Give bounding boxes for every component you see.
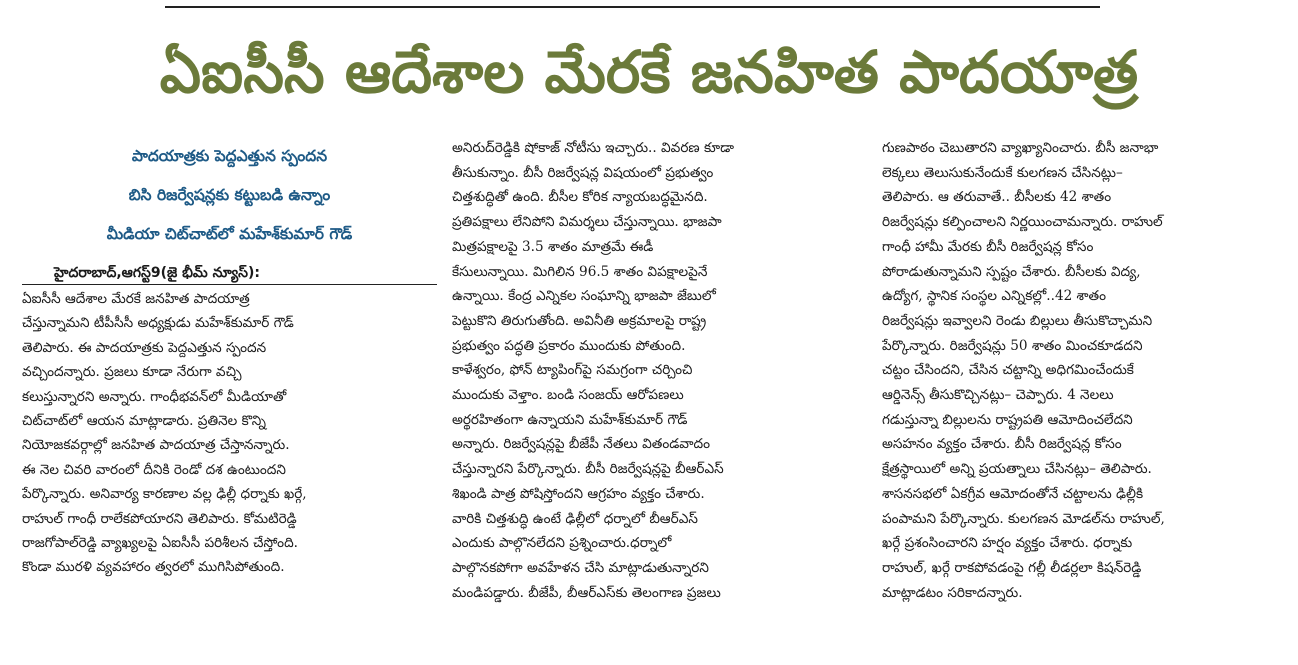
- body-text-line: చేస్తున్నారని పేర్కొన్నారు. బీసీ రిజర్వేషన్లపై బీఆర్ఎస్: [452, 461, 724, 478]
- body-text-line: రిజర్వేషన్లు కల్పించాలని నిర్ణయించామన్నారు. రాహుల్: [882, 214, 1163, 231]
- body-text-line: అర్థరహితంగా ఉన్నాయని మహేశ్‌కుమార్ గౌడ్: [452, 411, 688, 428]
- body-text-line: అసహనం వ్యక్తం చేశారు. బీసీ రిజర్వేషన్ల కోసం: [882, 436, 1122, 453]
- body-text-line: కలుస్తున్నారని అన్నారు. గాంధీభవన్‌లో మీడియాతో: [22, 388, 287, 405]
- body-text-line: కాళేశ్వరం, ఫోన్ ట్యాపింగ్‌పై సమగ్రంగా చర్చించి: [452, 362, 693, 379]
- body-text-line: వచ్చిందన్నారు. ప్రజలు కూడా నేరుగా వచ్చి: [22, 364, 242, 381]
- body-text-line: మిత్రపక్షాలపై 3.5 శాతం మాత్రమే ఈడీ: [452, 238, 654, 255]
- body-text-line: అన్నారు. రిజర్వేషన్లపై బీజేపీ నేతలు వితండవాదం: [452, 436, 710, 453]
- body-text-line: ఆర్డినెన్స్ తీసుకొచ్చినట్లు– చెప్పారు. 4 నెలలు: [882, 387, 1114, 404]
- body-text-line: వారికి చిత్తశుద్ధి ఉంటే ఢిల్లీలో ధర్నాలో బీఆర్ఎస్: [452, 510, 698, 527]
- column-1: [22, 136, 437, 656]
- column-1-body: [22, 287, 437, 580]
- body-text-line: గాంధీ హామీ మేరకు బీసీ రిజర్వేషన్ల కోసం: [882, 238, 1094, 255]
- body-text-line: చిత్తశుద్ధితో ఉంది. బీసీల కోరిక న్యాయబద్ధమైనది.: [452, 189, 708, 206]
- body-text-line: తెలిపారు. ఆ తరువాతే.. బీసీలకు 42 శాతం: [882, 189, 1112, 206]
- body-text-line: రిజర్వేషన్లు ఇవ్వాలని రెండు బిల్లులు తీసుకొచ్చామని: [882, 312, 1153, 329]
- column-2: [452, 136, 870, 656]
- body-text-line: నియోజకవర్గాల్లో జనహిత పాదయాత్ర చేస్తానన్నారు.: [22, 437, 290, 454]
- body-text-line: గడుస్తున్నా బిల్లులను రాష్ట్రపతి ఆమోదించలేదని: [882, 411, 1133, 428]
- dateline: హైదరాబాద్,ఆగస్ట్9(జై భీమ్ న్యూస్):: [22, 262, 437, 285]
- body-text-line: పెట్టుకొని తిరుగుతోంది. అవినీతి అక్రమాలపై రాష్ట్ర: [452, 312, 707, 329]
- body-text-line: మండిపడ్డారు. బీజేపీ, బీఆర్ఎస్‌కు తెలంగాణ ప్రజలు: [452, 584, 721, 601]
- body-text-line: రాజగోపాల్‌రెడ్డి వ్యాఖ్యలపై ఏఐసీసీ పరిశీలన చేస్తోంది.: [22, 535, 298, 552]
- body-text-line: గుణపాఠం చెబుతారని వ్యాఖ్యానించారు. బీసీ జనాభా: [882, 140, 1159, 156]
- body-text-line: ఈ నెల చివరి వారంలో దీనికి రెండో దశ ఉంటుందని: [22, 461, 286, 478]
- body-text-line: ఎందుకు పాల్గొనలేదని ప్రశ్నించారు.ధర్నాలో: [452, 535, 672, 552]
- body-text-line: ముందుకు వెళ్తాం. బండి సంజయ్ ఆరోపణలు: [452, 387, 684, 404]
- body-text-line: పంపామని పేర్కొన్నారు. కులగణన మోడల్‌ను రాహుల్,: [882, 510, 1165, 527]
- body-text-line: రాహుల్, ఖర్గే రాకపోవడంపై గల్లీ లీడర్లలా కిషన్‌రెడ్డి: [882, 559, 1142, 576]
- body-text-line: రాహుల్ గాంధీ రాలేకపోయారని తెలిపారు. కోమటిరెడ్డి: [22, 510, 297, 527]
- body-text-line: పోరాడుతున్నామని స్పష్టం చేశారు. బీసీలకు విద్య,: [882, 263, 1141, 280]
- body-text-line: పేర్కొన్నారు. రిజర్వేషన్లు 50 శాతం మించకూడదని: [882, 337, 1143, 354]
- top-rule: [165, 6, 1100, 8]
- body-text-line: పేర్కొన్నారు. అనివార్య కారణాల వల్ల ఢిల్లీ ధర్నాకు ఖర్గే,: [22, 486, 307, 503]
- body-text-line: తీసుకున్నాం. బీసీ రిజర్వేషన్ల విషయంలో ప్రభుత్వం: [452, 164, 714, 181]
- body-text-line: శిఖండి పాత్ర పోషిస్తోందని ఆగ్రహం వ్యక్తం చేశారు.: [452, 485, 705, 502]
- body-text-line: ప్రభుత్వం పద్ధతి ప్రకారం ముందుకు పోతుంది.: [452, 337, 686, 354]
- body-text-line: కొండా మురళి వ్యవహారం త్వరలో ముగిసిపోతుంది.: [22, 559, 285, 576]
- body-text-line: మాట్లాడటం సరికాదన్నారు.: [882, 584, 1023, 601]
- column-3: [882, 136, 1278, 656]
- body-text-line: చట్టం చేసిందని, చేసిన చట్టాన్ని అధిగమించేందుకే: [882, 362, 1134, 379]
- body-text-line: కేసులున్నాయి. మిగిలిన 96.5 శాతం విపక్షాలపైనే: [452, 263, 708, 280]
- body-text-line: చిట్‌చాట్‌లో ఆయన మాట్లాడారు. ప్రతినెల కొన్ని: [22, 413, 266, 430]
- body-text-line: ప్రతిపక్షాలు లేనిపోని విమర్శలు చేస్తున్నాయి. భాజపా: [452, 214, 722, 231]
- body-text-line: క్షేత్రస్థాయిలో అన్ని ప్రయత్నాలు చేసినట్లు– తెలిపారు.: [882, 461, 1152, 478]
- body-text-line: చేస్తున్నామని టీపీసీసీ అధ్యక్షుడు మహేశ్‌కుమార్ గౌడ్: [22, 315, 294, 332]
- body-text-line: పాల్గొనకపోగా అవహేళన చేసి మాట్లాడుతున్నారని: [452, 559, 709, 576]
- subhead-3: మీడియా చిట్‌చాట్‌లో మహేశ్‌కుమార్ గౌడ్: [106, 225, 353, 243]
- subhead-1: పాదయాత్రకు పెద్దఎత్తున స్పందన: [131, 147, 328, 165]
- column-3-body: [882, 136, 1278, 605]
- body-text-line: శాసనసభలో ఏకగ్రీవ ఆమోదంతోనే చట్టాలను ఢిల్లీకి: [882, 485, 1144, 502]
- body-text-line: లెక్కలు తెలుసుకునేందుకే కులగణన చేసినట్లు–: [882, 164, 1123, 181]
- body-text-line: ఏఐసీసీ ఆదేశాల మేరకే జనహిత పాదయాత్ర: [22, 291, 250, 307]
- headline: ఏఐసీసీ ఆదేశాల మేరకే జనహిత పాదయాత్ర: [159, 38, 1139, 106]
- body-text-line: ఖర్గే ప్రశంసించారని హర్షం వ్యక్తం చేశారు. ధర్నాకు: [882, 535, 1133, 552]
- body-text-line: అనిరుద్‌రెడ్డికి షోకాజ్ నోటీసు ఇచ్చారు.. వివరణ కూడా: [452, 140, 735, 156]
- body-text-line: ఉన్నాయి. కేంద్ర ఎన్నికల సంఘాన్ని భాజపా జేబులో: [452, 288, 716, 305]
- subhead-2: బిసి రిజర్వేషన్లకు కట్టుబడి ఉన్నాం: [128, 186, 331, 204]
- column-2-body: [452, 136, 870, 605]
- body-text-line: ఉద్యోగ, స్థానిక సంస్థల ఎన్నికల్లో..42 శాతం: [882, 288, 1107, 305]
- body-text-line: తెలిపారు. ఈ పాదయాత్రకు పెద్దఎత్తున స్పందన: [22, 339, 267, 356]
